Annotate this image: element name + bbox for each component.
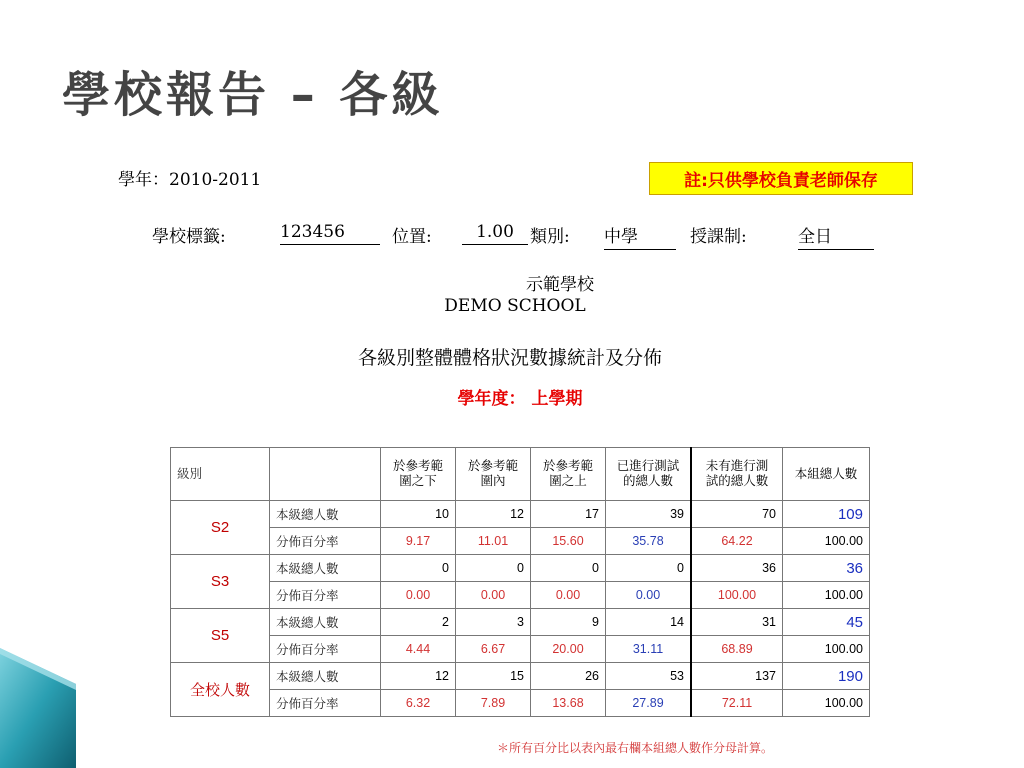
table-row — [171, 690, 870, 717]
row-label-percentage: 分佈百分率 — [270, 690, 381, 717]
table-row — [171, 663, 870, 690]
header-within-range: 於參考範 圍內 — [456, 448, 531, 501]
count-cell: 10 — [381, 501, 456, 528]
group-total-value: 36 — [783, 555, 870, 582]
table-row — [171, 582, 870, 609]
header-above-range: 於參考範 圍之上 — [531, 448, 606, 501]
teal-decoration-shape — [0, 620, 80, 768]
row-label-percentage: 分佈百分率 — [270, 582, 381, 609]
percentage-cell: 0.00 — [381, 582, 456, 609]
percentage-cell: 0.00 — [456, 582, 531, 609]
group-total-value: 190 — [783, 663, 870, 690]
footnote: ＊所有百分比以表內最右欄本組總人數作分母計算。 — [497, 741, 774, 755]
count-cell: 12 — [456, 501, 531, 528]
row-label-count: 本級總人數 — [270, 501, 381, 528]
row-label-count: 本級總人數 — [270, 555, 381, 582]
confidential-note: 註:只供學校負責老師保存 — [649, 162, 913, 195]
grade-label: S2 — [171, 501, 270, 555]
percentage-cell: 11.01 — [456, 528, 531, 555]
count-cell: 9 — [531, 609, 606, 636]
category-value: 中學 — [604, 222, 676, 250]
row-label-count: 本級總人數 — [270, 609, 381, 636]
header-tested-total: 已進行測試 的總人數 — [606, 448, 692, 501]
count-cell: 0 — [381, 555, 456, 582]
session-label: 授課制: — [690, 227, 747, 247]
table-header-row — [171, 448, 870, 501]
school-name-chinese: 示範學校 — [526, 275, 594, 295]
grade-label: 全校人數 — [171, 663, 270, 717]
count-cell: 137 — [691, 663, 783, 690]
percentage-cell: 15.60 — [531, 528, 606, 555]
table-row — [171, 636, 870, 663]
count-cell: 2 — [381, 609, 456, 636]
count-cell: 53 — [606, 663, 692, 690]
row-label-count: 本級總人數 — [270, 663, 381, 690]
percentage-cell: 100.00 — [783, 582, 870, 609]
grade-label: S3 — [171, 555, 270, 609]
percentage-cell: 9.17 — [381, 528, 456, 555]
percentage-cell: 7.89 — [456, 690, 531, 717]
count-cell: 0 — [531, 555, 606, 582]
percentage-cell: 100.00 — [783, 690, 870, 717]
percentage-cell: 35.78 — [606, 528, 692, 555]
table-row — [171, 609, 870, 636]
count-cell: 39 — [606, 501, 692, 528]
school-id-value: 123456 — [280, 222, 380, 245]
header-row-type — [270, 448, 381, 501]
grade-label: S5 — [171, 609, 270, 663]
percentage-cell: 100.00 — [783, 636, 870, 663]
term-label: 學年度： 上學期 — [457, 389, 583, 409]
report-title: 各級別整體體格狀況數據統計及分佈 — [357, 347, 662, 369]
school-name-english: DEMO SCHOOL — [444, 296, 586, 316]
count-cell: 12 — [381, 663, 456, 690]
percentage-cell: 27.89 — [606, 690, 692, 717]
count-cell: 14 — [606, 609, 692, 636]
session-value: 全日 — [798, 222, 874, 250]
count-cell: 36 — [691, 555, 783, 582]
slide-title: 學校報告 – 各級 — [62, 67, 444, 123]
statistics-table — [170, 447, 870, 717]
percentage-cell: 13.68 — [531, 690, 606, 717]
category-label: 類別: — [530, 227, 570, 247]
header-grade: 級別 — [171, 448, 270, 501]
percentage-cell: 6.67 — [456, 636, 531, 663]
count-cell: 0 — [606, 555, 692, 582]
percentage-cell: 100.00 — [783, 528, 870, 555]
percentage-cell: 68.89 — [691, 636, 783, 663]
percentage-cell: 4.44 — [381, 636, 456, 663]
count-cell: 26 — [531, 663, 606, 690]
count-cell: 31 — [691, 609, 783, 636]
count-cell: 15 — [456, 663, 531, 690]
table-row — [171, 528, 870, 555]
school-id-label: 學校標籤: — [152, 227, 226, 247]
table-row — [171, 555, 870, 582]
count-cell: 17 — [531, 501, 606, 528]
count-cell: 70 — [691, 501, 783, 528]
percentage-cell: 6.32 — [381, 690, 456, 717]
percentage-cell: 31.11 — [606, 636, 692, 663]
position-value: 1.00 — [462, 222, 528, 245]
row-label-percentage: 分佈百分率 — [270, 528, 381, 555]
percentage-cell: 0.00 — [531, 582, 606, 609]
group-total-value: 109 — [783, 501, 870, 528]
header-group-total: 本組總人數 — [783, 448, 870, 501]
header-below-range: 於參考範 圍之下 — [381, 448, 456, 501]
academic-year-label: 學年：2010-2011 — [118, 170, 262, 190]
percentage-cell: 0.00 — [606, 582, 692, 609]
table-row — [171, 501, 870, 528]
position-label: 位置: — [392, 227, 432, 247]
header-untested-total: 未有進行測 試的總人數 — [691, 448, 783, 501]
count-cell: 0 — [456, 555, 531, 582]
row-label-percentage: 分佈百分率 — [270, 636, 381, 663]
percentage-cell: 100.00 — [691, 582, 783, 609]
group-total-value: 45 — [783, 609, 870, 636]
percentage-cell: 72.11 — [691, 690, 783, 717]
count-cell: 3 — [456, 609, 531, 636]
percentage-cell: 20.00 — [531, 636, 606, 663]
percentage-cell: 64.22 — [691, 528, 783, 555]
